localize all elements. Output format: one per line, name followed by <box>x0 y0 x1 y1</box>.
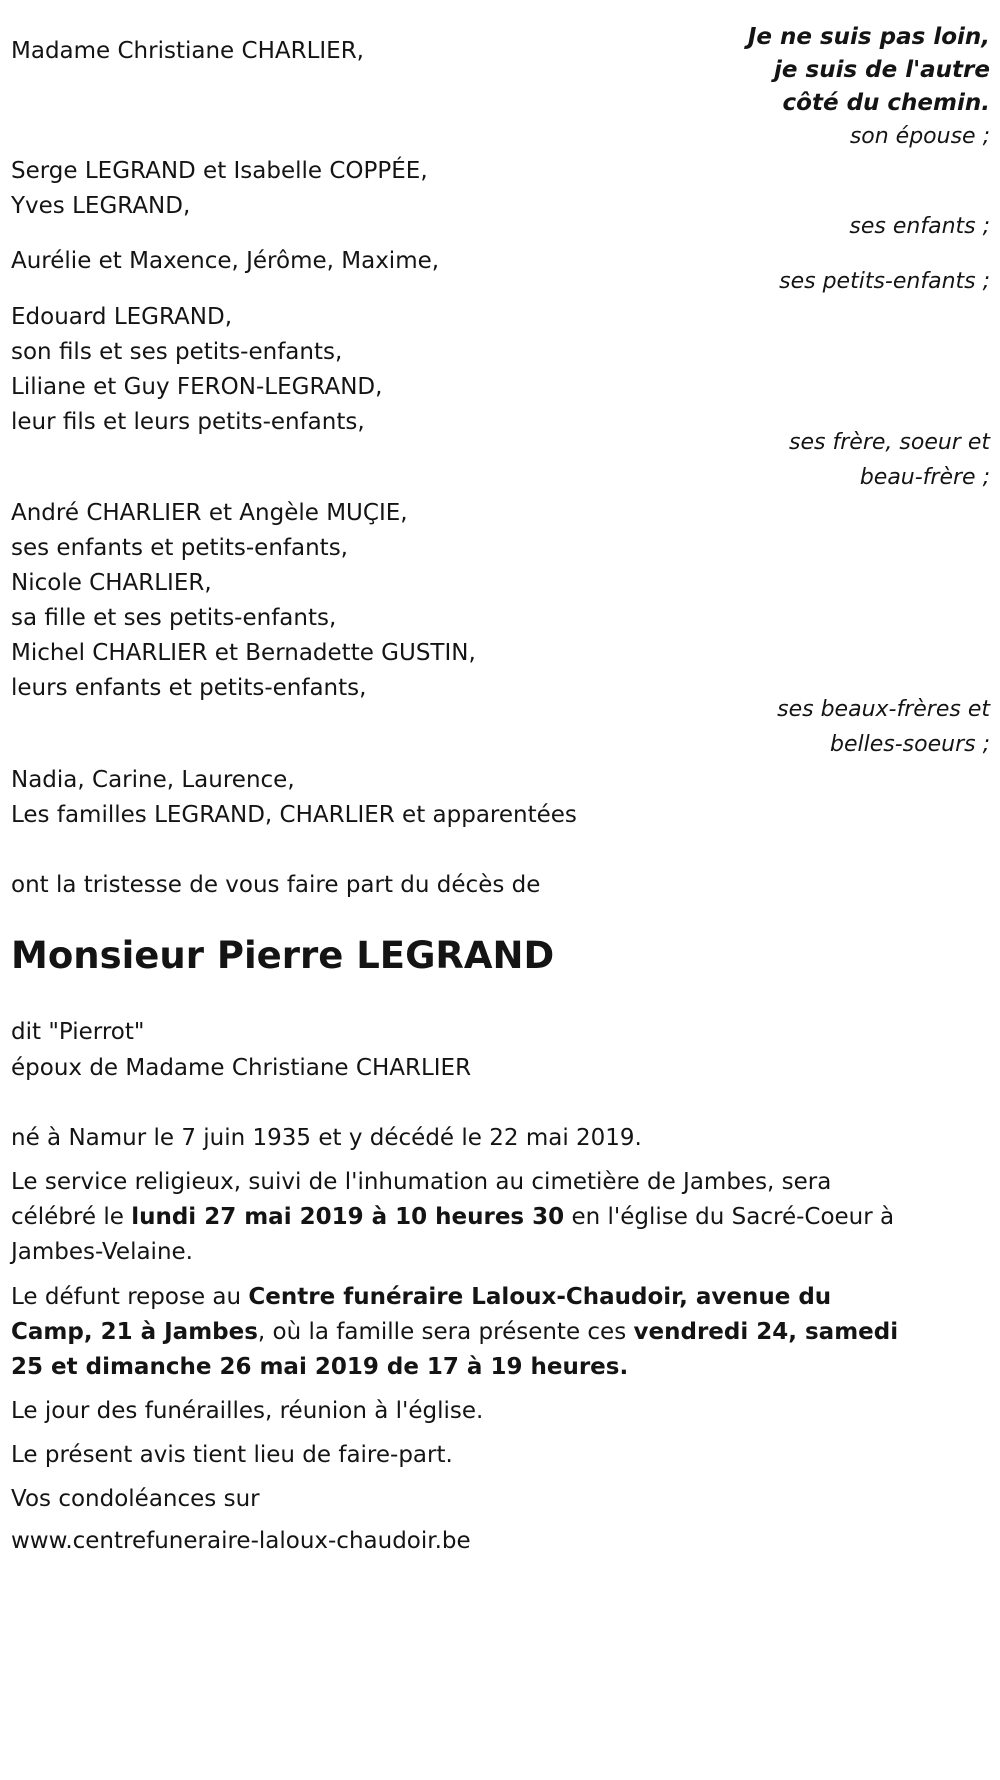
website-link[interactable]: www.centrefuneraire-laloux-chaudoir.be <box>11 1528 471 1554</box>
service-line-2 <box>11 1201 894 1233</box>
birth-death-text: né à Namur le 7 juin 1935 et y décédé le 22 mai 2019. <box>11 1125 642 1151</box>
inlaws-line-5: Michel CHARLIER et Bernadette GUSTIN, <box>11 640 476 666</box>
funeral-day-text: Le jour des funérailles, réunion à l'église. <box>11 1398 484 1424</box>
rest-line-1 <box>11 1281 831 1313</box>
deceased-name: Monsieur Pierre LEGRAND <box>11 934 555 977</box>
siblings-role-2: beau-frère ; <box>859 465 990 490</box>
spouse-name: Madame Christiane CHARLIER, <box>11 38 364 64</box>
service-date-time: lundi 27 mai 2019 à 10 heures 30 <box>131 1204 565 1230</box>
rest-days-1: vendredi 24, samedi <box>633 1319 899 1345</box>
rest-text-2: , où la famille sera présente ces <box>257 1319 634 1345</box>
service-line-3 <box>11 1236 193 1268</box>
rest-line-2 <box>11 1316 898 1348</box>
condolences-text: Vos condoléances sur <box>11 1486 260 1512</box>
service-text-2: célébré le <box>11 1204 132 1230</box>
siblings-line-4: leur fils et leurs petits-enfants, <box>11 409 365 435</box>
spouse-role: son épouse ; <box>849 124 990 149</box>
deceased-spouse-of: époux de Madame Christiane CHARLIER <box>11 1055 472 1081</box>
notice-text: Le présent avis tient lieu de faire-part. <box>11 1442 453 1468</box>
siblings-line-3: Liliane et Guy FERON-LEGRAND, <box>11 374 383 400</box>
service-line-1 <box>11 1166 831 1198</box>
rest-days-2: 25 et dimanche 26 mai 2019 de 17 à 19 heures. <box>11 1354 629 1380</box>
deceased-nickname: dit "Pierrot" <box>11 1019 145 1045</box>
siblings-line-2: son fils et ses petits-enfants, <box>11 339 343 365</box>
inlaws-line-1: André CHARLIER et Angèle MUÇIE, <box>11 500 408 526</box>
announcement-text: ont la tristesse de vous faire part du décès de <box>11 872 541 898</box>
service-text-2-end: en l'église du Sacré-Coeur à <box>564 1204 895 1230</box>
inlaws-line-3: Nicole CHARLIER, <box>11 570 212 596</box>
service-text-3: Jambes-Velaine. <box>11 1239 193 1265</box>
quote-line-2: je suis de l'autre <box>774 57 990 83</box>
siblings-line-1: Edouard LEGRAND, <box>11 304 233 330</box>
inlaws-line-6: leurs enfants et petits-enfants, <box>11 675 367 701</box>
rest-line-3 <box>11 1351 628 1383</box>
others-line-1: Nadia, Carine, Laurence, <box>11 767 295 793</box>
grandchildren-role: ses petits-enfants ; <box>779 269 990 294</box>
siblings-role-1: ses frère, soeur et <box>789 430 990 455</box>
children-line-1: Serge LEGRAND et Isabelle COPPÉE, <box>11 158 428 184</box>
others-line-2: Les familles LEGRAND, CHARLIER et apparentées <box>11 802 577 828</box>
rest-location-1: Centre funéraire Laloux-Chaudoir, avenue du <box>248 1284 832 1310</box>
inlaws-role-2: belles-soeurs ; <box>830 732 990 757</box>
quote-line-3: côté du chemin. <box>782 90 990 116</box>
inlaws-role-1: ses beaux-frères et <box>777 697 990 722</box>
children-role: ses enfants ; <box>849 214 990 239</box>
quote-line-1: Je ne suis pas loin, <box>747 24 990 50</box>
service-text-1: Le service religieux, suivi de l'inhumation au cimetière de Jambes, sera <box>11 1169 832 1195</box>
children-line-2: Yves LEGRAND, <box>11 193 191 219</box>
grandchildren-line-1: Aurélie et Maxence, Jérôme, Maxime, <box>11 248 440 274</box>
inlaws-line-2: ses enfants et petits-enfants, <box>11 535 348 561</box>
inlaws-line-4: sa fille et ses petits-enfants, <box>11 605 337 631</box>
rest-text-1: Le défunt repose au <box>11 1284 249 1310</box>
rest-location-2: Camp, 21 à Jambes <box>11 1319 258 1345</box>
